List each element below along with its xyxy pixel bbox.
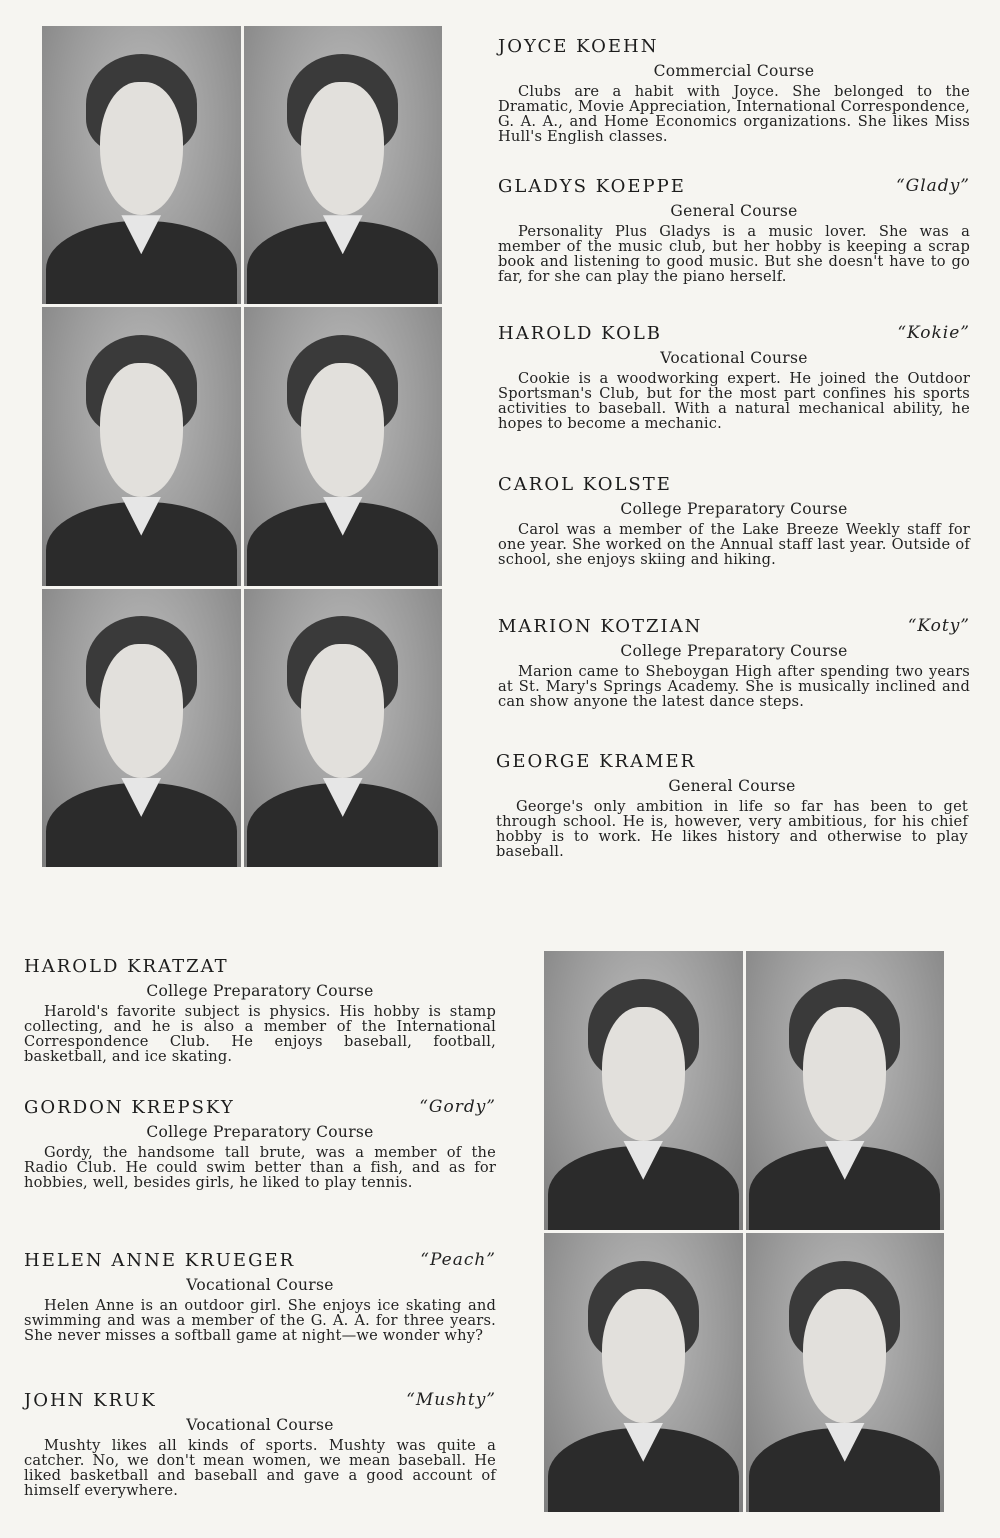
student-name: MARION KOTZIAN (498, 616, 703, 637)
student-course: General Course (668, 777, 796, 795)
student-name: GEORGE KRAMER (496, 751, 697, 772)
portrait-photo-john-kruk (746, 1233, 945, 1512)
student-bio (24, 956, 496, 1064)
student-course: College Preparatory Course (146, 982, 374, 1000)
student-description: Carol was a member of the Lake Breeze Weekly staff for one year. She worked on the Annual staff last year. Outside of school, she enjoys skiing and hiking. (498, 521, 970, 568)
student-course: College Preparatory Course (620, 500, 848, 518)
student-name: GORDON KREPSKY (24, 1097, 235, 1118)
student-description: Gordy, the handsome tall brute, was a member of the Radio Club. He could swim better than a fish, and as for hobbies, well, besides girls, he liked to play tennis. (24, 1144, 496, 1191)
student-name: HAROLD KRATZAT (24, 956, 229, 977)
student-nickname: “Koty” (907, 616, 970, 636)
portrait-photo-gladys-koeppe (244, 26, 443, 304)
student-bio (24, 1250, 496, 1343)
portrait-grid-bottom (544, 951, 944, 1512)
student-bio (24, 1097, 496, 1190)
portrait-photo-george-kramer (244, 589, 443, 867)
student-course: General Course (670, 202, 798, 220)
student-bio (498, 323, 970, 431)
student-bio (498, 474, 970, 567)
student-nickname: “Glady” (895, 176, 970, 196)
student-name: CAROL KOLSTE (498, 474, 672, 495)
portrait-photo-helen-anne-krueger (544, 1233, 743, 1512)
student-description: Clubs are a habit with Joyce. She belonged to the Dramatic, Movie Appreciation, International Correspondence, G. A. A., and Home Economics organizations. She likes Miss Hull's English classes. (498, 83, 970, 145)
student-description: Harold's favorite subject is physics. His hobby is stamp collecting, and he is also a member of the International Correspondence Club. He enjoys baseball, football, basketball, and ice skating. (24, 1003, 496, 1065)
student-bio (498, 176, 970, 284)
student-course: Vocational Course (660, 349, 808, 367)
student-description: George's only ambition in life so far has been to get through school. He is, however, very ambitious, for his chief hobby is to work. He likes history and otherwise to play baseball. (496, 798, 968, 860)
student-description: Mushty likes all kinds of sports. Mushty was quite a catcher. No, we don't mean women, we mean baseball. He liked basketball and baseball and gave a good account of himself everywhere. (24, 1437, 496, 1499)
student-nickname: “Peach” (420, 1250, 496, 1270)
student-description: Helen Anne is an outdoor girl. She enjoys ice skating and swimming and was a member of the G. A. A. for three years. She never misses a softball game at night—we wonder why? (24, 1297, 496, 1344)
student-course: College Preparatory Course (146, 1123, 374, 1141)
portrait-photo-harold-kolb (42, 307, 241, 585)
portrait-photo-carol-kolste (244, 307, 443, 585)
student-bio (498, 616, 970, 709)
student-nickname: “Kokie” (897, 323, 970, 343)
student-name: GLADYS KOEPPE (498, 176, 686, 197)
student-description: Cookie is a woodworking expert. He joined the Outdoor Sportsman's Club, but for the most part confines his sports activities to baseball. With a natural mechanical ability, he hopes to become a mechanic. (498, 370, 970, 432)
portrait-grid-top (42, 26, 442, 867)
portrait-photo-marion-kotzian (42, 589, 241, 867)
student-bio (24, 1390, 496, 1498)
portrait-photo-gordon-krepsky (746, 951, 945, 1230)
student-name: JOHN KRUK (24, 1390, 157, 1411)
student-course: Vocational Course (186, 1276, 334, 1294)
student-description: Marion came to Sheboygan High after spending two years at St. Mary's Springs Academy. She is musically inclined and can show anyone the latest dance steps. (498, 663, 970, 710)
portrait-photo-joyce-koehn (42, 26, 241, 304)
student-bio (496, 751, 968, 859)
student-nickname: “Mushty” (406, 1390, 496, 1410)
student-description: Personality Plus Gladys is a music lover. She was a member of the music club, but her hobby is keeping a scrap book and listening to good music. But she doesn't have to go far, for she can play the piano herself. (498, 223, 970, 285)
student-name: HELEN ANNE KRUEGER (24, 1250, 296, 1271)
student-nickname: “Gordy” (419, 1097, 496, 1117)
student-bio (498, 36, 970, 144)
student-course: College Preparatory Course (620, 642, 848, 660)
student-course: Vocational Course (186, 1416, 334, 1434)
student-name: HAROLD KOLB (498, 323, 663, 344)
student-name: JOYCE KOEHN (498, 36, 659, 57)
student-course: Commercial Course (653, 62, 815, 80)
portrait-photo-harold-kratzat (544, 951, 743, 1230)
